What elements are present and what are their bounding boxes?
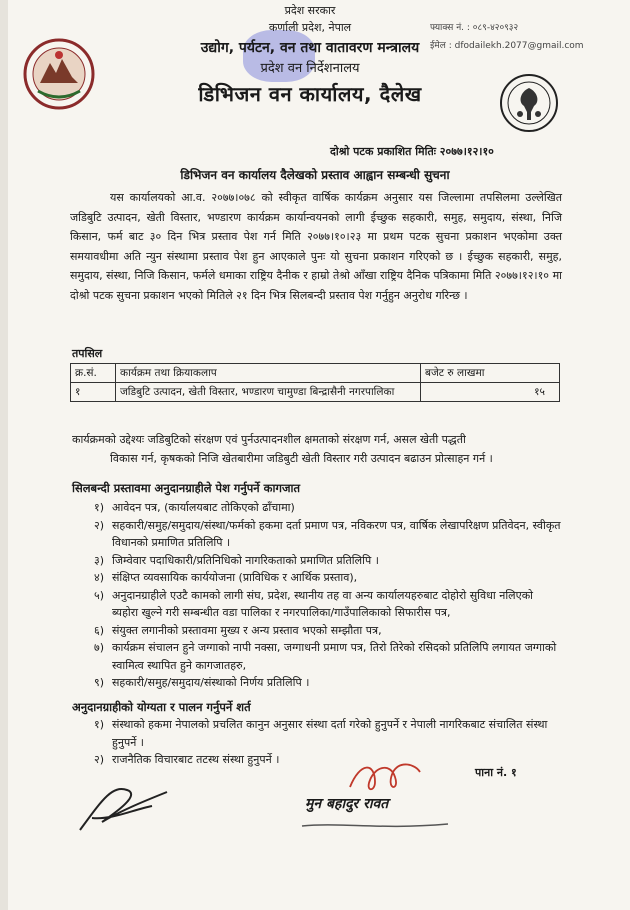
program-table (70, 363, 560, 402)
program-objective (72, 430, 552, 468)
list-item: ४) संक्षिप्त व्यवसायिक कार्ययोजना (प्राविधिक र आर्थिक प्रस्ताव), (93, 571, 358, 584)
directorate-name: प्रदेश वन निर्देशनालय (260, 61, 360, 76)
contact-email: ईमेल : dfodailekh.2077@gmail.com (430, 41, 584, 51)
objective-label: कार्यक्रमको उद्देश्यः (72, 433, 145, 446)
table-header-row (71, 364, 560, 383)
signature-icon (72, 770, 182, 840)
contact-fax: फ्याक्स नं. : ०८९-४२०९३२ (430, 23, 519, 33)
list-item: २) राजनैतिक विचारबाट तटस्थ संस्था हुनुपर्ने । (93, 753, 280, 766)
list-item: ७) कार्यक्रम संचालन हुने जग्गाको नापी नक्सा, जग्गाधनी प्रमाण पत्र, तिरो तिरेको रसिदको प्रतिलिपि लगायत जग्गाको स्वामित्व स्थापित हुने कागजातहरु, (93, 641, 557, 672)
list-item: ३) जिम्वेवार पदाधिकारी/प्रतिनिधिको नागरिकताको प्रमाणित प्रतिलिपि । (93, 553, 379, 567)
table-cell: १ (71, 383, 116, 402)
list-item: १) संस्थाको हकमा नेपालको प्रचलित कानुन अनुसार संस्था दर्ता गरेको हुनुपर्ने र नेपाली नागरिकबाट संचालित संस्था हुनुपर्ने । (93, 718, 548, 749)
table-header-cell: बजेट रु लाखमा (421, 364, 560, 383)
table-cell: जडिबुटि उत्पादन, खेती विस्तार, भण्डारण चामुण्डा बिन्द्रासैनी नगरपालिका (116, 383, 421, 402)
header-line-2: कर्णाली प्रदेश, नेपाल (268, 21, 352, 34)
page-number: पाना नं. १ (475, 766, 517, 779)
notice-body: यस कार्यालयको आ.व. २०७७।०७८ को स्वीकृत वार्षिक कार्यक्रम अनुसार यस जिल्लामा तपसिलमा उल्लेखित जडिबुटि उत्पादन, खेती विस्तार, भण्डारण कार्यक्रम कार्यान्वयनको लागी ईच्छुक सहकारी, समुह, समुदाय, संस्था, निजि किसान, फर्म बाट ३० दिन भित्र प्रस्ताव पेश गर्न मिति २०७७।१०।२३ मा प्रथम पटक सुचना प्रकाशन भएकोमा उक्त समयावधीमा अति न्युन संस्थामा प्रस्ताव पेश हुन आएकाले पुनः यो सुचना प्रकाशन गरिएको छ । ईच्छुक सहकारी, समुह, समुदाय, संस्था, निजि किसान, फर्मले धमाका राष्ट्रिय दैनीक र हाम्रो तेश्रो आँखा राष्ट्रिय दैनिक पत्रिकामा मिति २०७७।१२।१० मा दोश्रो पटक सुचना प्रकाशन भएको मितिले २१ दिन भित्र सिलबन्दी प्रस्ताव पेश गर्नुहुन अनुरोध गरिन्छ । (70, 191, 562, 302)
office-name: डिभिजन वन कार्यालय, दैलेख (198, 82, 422, 106)
table-heading: तपसिल (72, 347, 103, 360)
objective-text-rest: विकास गर्न, कृषकको निजि खेतबारीमा जडिबुटी खेती विस्तार गरी उत्पादन बढाउन प्रोत्साहन गर्न । (110, 452, 493, 465)
list-item: १) आवेदन पत्र, (कार्यालयबाट तोकिएको ढाँचामा) (93, 501, 295, 514)
list-item: ५) अनुदानग्राहीले एउटै कामको लागी संघ, प्रदेश, स्थानीय तह वा अन्य कार्यालयहरुबाट दोहोरो सुविधा नलिएको ब्यहोरा खुल्ने गरी सम्बन्धीत वडा पालिका र नगरपालिका/गाउँपालिकाको सिफारीस पत्र, (93, 588, 534, 619)
list-item: ९) सहकारी/समुह/समुदाय/संस्थाको निर्णय प्रतिलिपि । (93, 676, 310, 689)
table-header-cell: कार्यक्रम तथा क्रियाकलाप (116, 364, 421, 383)
table-cell: १५ (421, 383, 560, 402)
list-item: ६) संयुक्त लगानीको प्रस्तावमा मुख्य र अन्य प्रस्ताव भएको सम्झौता पत्र, (93, 623, 382, 637)
eligibility-list (72, 716, 562, 769)
signer-underline-icon (300, 818, 450, 832)
signer-name: मुन बहादुर रावत (305, 796, 389, 812)
page-edge (0, 0, 8, 910)
documents-heading: सिलबन्दी प्रस्तावमा अनुदानग्राहीले पेश गर्नुपर्ने कागजात (72, 481, 301, 495)
header-line-1: प्रदेश सरकार (284, 4, 336, 17)
government-emblem-icon (20, 35, 98, 113)
eligibility-heading: अनुदानग्राहीको योग्यता र पालन गर्नुपर्ने शर्त (72, 700, 251, 714)
publication-date: दोश्रो पटक प्रकाशित मितिः २०७७।१२।१० (330, 145, 494, 158)
documents-list (72, 499, 562, 692)
table-row (71, 383, 560, 402)
forest-office-logo-icon (498, 72, 560, 134)
ministry-name: उद्योग, पर्यटन, वन तथा वातावरण मन्त्रालय (200, 40, 420, 56)
table-header-cell: क्र.सं. (71, 364, 116, 383)
objective-text: जडिबुटिको संरक्षण एवं पुर्नउत्पादनशील क्षमताको संरक्षण गर्न, असल खेती पद्धती (147, 433, 466, 446)
list-item: २) सहकारी/समुह/समुदाय/संस्था/फर्मको हकमा दर्ता प्रमाण पत्र, नविकरण पत्र, वार्षिक लेखापरिक्षण प्रतिवेदन, स्वीकृत विधानको प्रमाणित प्रतिलिपि । (93, 518, 561, 549)
notice-subject: डिभिजन वन कार्यालय दैलेखको प्रस्ताव आह्वान सम्बन्धी सुचना (180, 168, 450, 182)
